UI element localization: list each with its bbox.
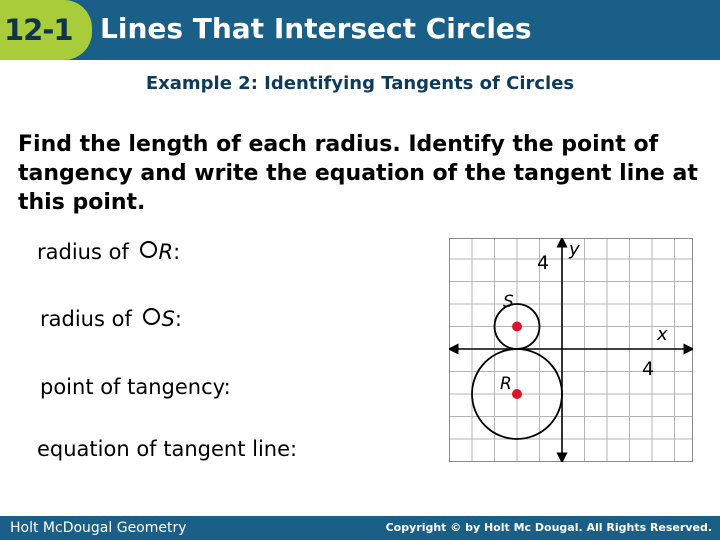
question-radius-s — [40, 307, 182, 331]
example-subtitle: Example 2: Identifying Tangents of Circles — [145, 73, 575, 94]
footer-copyright: Copyright © by Holt Mc Dougal. All Rights Reserved. — [385, 521, 712, 534]
circle-s-label: S — [503, 292, 514, 312]
circle-symbol-icon — [140, 241, 157, 258]
question-colon: : — [174, 307, 182, 331]
circle-r-label: R — [500, 374, 512, 394]
question-radius-s-prefix: radius of — [40, 307, 139, 331]
question-radius-r — [37, 240, 180, 264]
circle-r-name: R — [158, 240, 174, 264]
coordinate-graph — [449, 238, 693, 462]
lesson-title: Lines That Intersect Circles — [100, 12, 532, 45]
question-colon: : — [173, 240, 181, 264]
center-s-point — [512, 322, 522, 332]
x-axis-label: x — [657, 324, 668, 345]
question-tangency: point of tangency: — [40, 375, 231, 399]
question-radius-r-prefix: radius of — [37, 240, 136, 264]
circle-symbol-icon — [143, 308, 160, 325]
footer-publisher: Holt McDougal Geometry — [10, 520, 187, 536]
lesson-number: 12-1 — [4, 13, 73, 47]
graph-frame — [450, 239, 693, 462]
y-axis-label: y — [569, 239, 580, 260]
lesson-badge — [0, 0, 92, 60]
question-tangent-line: equation of tangent line: — [37, 437, 298, 461]
center-r-point — [512, 389, 522, 399]
header-bar — [0, 0, 720, 60]
footer-bar — [0, 516, 720, 540]
x-tick-label: 4 — [642, 358, 655, 380]
y-tick-label: 4 — [537, 252, 550, 274]
circle-s-name: S — [161, 307, 175, 331]
problem-prompt: Find the length of each radius. Identify the point of tangency and write the equation of the tangent line at this point. — [18, 132, 698, 215]
